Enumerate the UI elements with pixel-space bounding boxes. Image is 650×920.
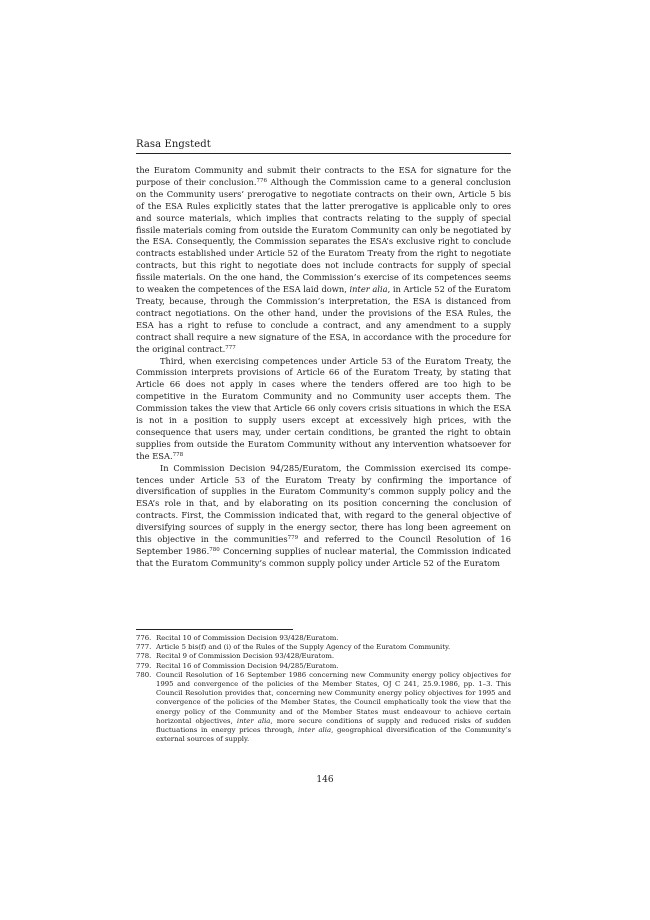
header-rule [136, 153, 511, 154]
paragraph-1: the Euratom Community and submit their contracts to the ESA for signature for the purpose of their conclusion.$^{776}$ Although the Commission came to a general conclusion on the Community users’ prerogative to negotiate contracts on their own, Article 5 bis of the ESA Rules explicitly states that the latter prerogative is applicable only to ores and source materials, which implies that contracts relating to the supply of special fissile materials coming from outside the Euratom Community can only be negotiated by the ESA. Consequently, the Commission separates the ESA’s exclusive right to conclude contracts established under Article 52 of the Euratom Treaty from the right to negotiate contracts, but this right to negotiate does not include contracts for supply of special fissile materials. On the one hand, the Commission’s exercise of its competences seems to weaken the competences of the ESA laid down, inter alia, in Article 52 of the Euratom Treaty, because, through the Commission’s interpretation, the ESA is distanced from contract negotiations. On the other hand, under the provisions of the ESA Rules, the ESA has a right to refuse to conclude a contract, and any amendment to a supply contract shall require a new signature of the ESA, in accordance with the procedure for the original contract.$^{777}$ [136, 165, 511, 354]
footnote-rule [136, 629, 293, 630]
footnote-ref-776: 776 [256, 177, 267, 184]
paragraph-3: In Commission Decision 94/285/Euratom, the Commission exercised its competences under Article 53 of the Euratom Treaty by confirming the importance of diversification of supplies in the Euratom Community’s common supply policy and the ESA’s role in that, and by elaborating on its position concerning the conclusion of contracts. First, the Commission indicated that, with regard to the general objective of diversifying sources of supply in the energy sector, there has long been agreement on this objective in the communities$^{779}$ and referred to the Council Resolution of 16 September 1986.$^{780}$ Concerning supplies of nuclear material, the Commission indicated that the Euratom Community’s common supply policy under Article 52 of the Euratom [136, 462, 512, 568]
body-text [136, 165, 511, 570]
footnote-ref-779: 779 [287, 535, 299, 542]
running-header-author: Rasa Engstedt [136, 139, 211, 150]
page-number: 146 [316, 775, 334, 785]
footnotes [136, 634, 511, 744]
paragraph-2: Third, when exercising competences under Article 53 of the Euratom Treaty, the Commission interprets provisions of Article 66 of the Euratom Treaty, by stating that Article 66 does not apply in cases where the tenders offered are too high to be competitive in the Euratom Community and no Community user accepts them. The Commission takes the view that Article 66 only covers crisis situations in which the ESA is not in a position to supply users except at excessively high prices, with the consequence that users may, under certain conditions, be granted the right to obtain supplies from outside the Euratom Community without any intervention whatsoever for the ESA.$^{778}$ [136, 355, 511, 461]
footnote-780: 780. Council Resolution of 16 September 1986 concerning new Community energy policy objectives for 1995 and convergence of the policies of the Member States, OJ C 241, 25.9.1986, pp. 1–3. This Council Resolution provides that, concerning new Community energy policy objectives for 1995 and convergence of the policies of the Member States, the Council emphatically took the view that the energy policy of the Community and of the Member States must endeavour to achieve certain horizontal objectives, inter alia, more secure conditions of supply and reduced risks of sudden fluctuations in energy prices through, inter alia, geographical diversification of the Community’s external sources of supply. [136, 670, 511, 744]
footnote-777: 777. Article 5 bis(f) and (i) of the Rules of the Supply Agency of the Euratom Community. [136, 643, 451, 652]
footnote-778: 778. Recital 9 of Commission Decision 93/428/Euratom. [136, 652, 335, 661]
footnote-ref-778: 778 [172, 451, 184, 458]
footnote-ref-777: 777 [225, 344, 236, 351]
footnote-776: 776. Recital 10 of Commission Decision 93/428/Euratom. [136, 634, 339, 642]
footnote-779: 779. Recital 16 of Commission Decision 94/285/Euratom. [136, 661, 339, 670]
footnote-ref-780: 780 [209, 547, 220, 553]
